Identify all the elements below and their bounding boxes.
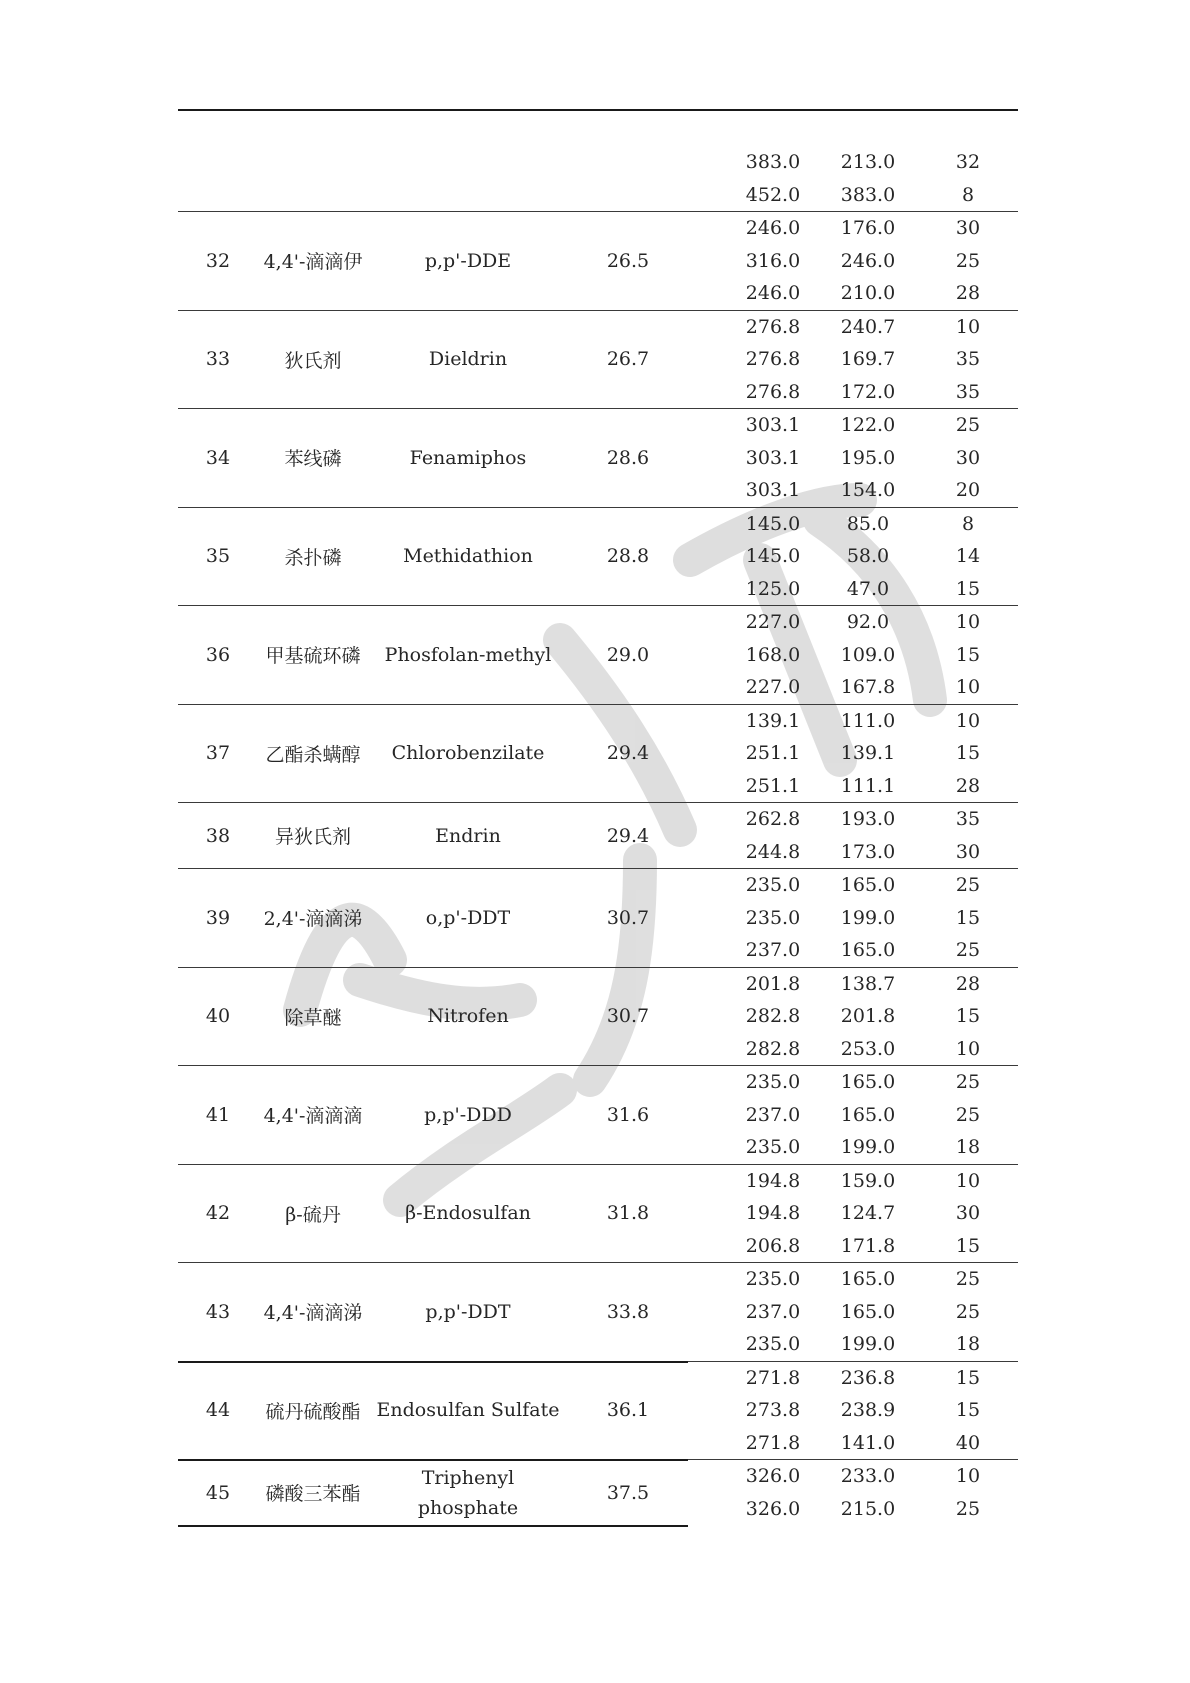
compound-number: 35 [205, 545, 231, 568]
precursor-ion: 206.8 [745, 1234, 801, 1257]
collision-energy: 25 [955, 1268, 981, 1291]
table-row-group [178, 1263, 1018, 1362]
product-ion: 169.7 [840, 348, 896, 371]
collision-energy: 10 [955, 1037, 981, 1060]
product-ion: 210.0 [840, 282, 896, 305]
ion-row [688, 311, 1018, 344]
compound-name-cn: 苯线磷 [284, 448, 342, 471]
compound-name-cn: 4,4'-滴滴涕 [263, 1302, 363, 1325]
precursor-ion: 303.1 [745, 446, 801, 469]
product-ion: 246.0 [840, 249, 896, 272]
collision-energy: 30 [955, 217, 981, 240]
ion-pairs [688, 606, 1018, 704]
product-ion: 165.0 [840, 1268, 896, 1291]
precursor-ion: 276.8 [745, 315, 801, 338]
compound-name-en-line: phosphate [417, 1496, 519, 1519]
data-table [178, 146, 1018, 1525]
ion-pairs [688, 968, 1018, 1066]
ion-pairs [688, 869, 1018, 967]
precursor-ion: 273.8 [745, 1399, 801, 1422]
precursor-ion: 145.0 [745, 512, 801, 535]
ion-row [688, 1263, 1018, 1296]
row-info [178, 1460, 688, 1525]
ion-row [688, 869, 1018, 902]
compound-name-en: Chlorobenzilate [391, 742, 545, 765]
compound-name-en: Fenamiphos [409, 446, 527, 469]
collision-energy: 30 [955, 840, 981, 863]
collision-energy: 30 [955, 1202, 981, 1225]
product-ion: 124.7 [840, 1202, 896, 1225]
ion-row [688, 1066, 1018, 1099]
ion-row [688, 1131, 1018, 1164]
product-ion: 213.0 [840, 151, 896, 174]
ion-pairs [688, 1263, 1018, 1361]
compound-name-en: β-Endosulfan [405, 1202, 531, 1225]
ion-row [688, 212, 1018, 245]
precursor-ion: 276.8 [745, 380, 801, 403]
product-ion: 173.0 [840, 840, 896, 863]
precursor-ion: 326.0 [745, 1497, 801, 1520]
compound-number: 45 [205, 1481, 231, 1504]
table-row-group [178, 1066, 1018, 1165]
ion-row [688, 968, 1018, 1001]
collision-energy: 10 [955, 676, 981, 699]
ion-row [688, 705, 1018, 738]
compound-name-en: o,p'-DDT [425, 906, 511, 929]
compound-name-cn: 磷酸三苯酯 [265, 1483, 361, 1505]
collision-energy: 28 [955, 972, 981, 995]
product-ion: 165.0 [840, 874, 896, 897]
product-ion: 165.0 [840, 1071, 896, 1094]
ion-row [688, 836, 1018, 869]
row-info [178, 968, 688, 1066]
table-row-group [178, 606, 1018, 705]
table-row-group [178, 311, 1018, 410]
ion-pairs [688, 212, 1018, 310]
collision-energy: 28 [955, 282, 981, 305]
collision-energy: 10 [955, 709, 981, 732]
precursor-ion: 227.0 [745, 676, 801, 699]
product-ion: 111.1 [840, 774, 896, 797]
collision-energy: 18 [955, 1136, 981, 1159]
collision-energy: 35 [955, 348, 981, 371]
precursor-ion: 201.8 [745, 972, 801, 995]
table-row-group [178, 1362, 1018, 1461]
precursor-ion: 235.0 [745, 1136, 801, 1159]
ion-pairs [688, 1460, 1018, 1525]
collision-energy: 14 [955, 545, 981, 568]
product-ion: 138.7 [840, 972, 896, 995]
product-ion: 176.0 [840, 217, 896, 240]
table-row-group [178, 705, 1018, 804]
precursor-ion: 237.0 [745, 1300, 801, 1323]
table-row-group [178, 1165, 1018, 1264]
retention-time: 30.7 [606, 1005, 650, 1028]
compound-number: 43 [205, 1300, 231, 1323]
precursor-ion: 145.0 [745, 545, 801, 568]
collision-energy: 20 [955, 479, 981, 502]
compound-name-cn: 狄氏剂 [284, 349, 342, 372]
row-info [178, 705, 688, 803]
compound-name-cn: 乙酯杀螨醇 [265, 743, 361, 766]
precursor-ion: 235.0 [745, 1268, 801, 1291]
precursor-ion: 452.0 [745, 183, 801, 206]
collision-energy: 25 [955, 1103, 981, 1126]
precursor-ion: 139.1 [745, 709, 801, 732]
collision-energy: 25 [955, 874, 981, 897]
collision-energy: 15 [955, 1005, 981, 1028]
precursor-ion: 303.1 [745, 479, 801, 502]
header-rule [178, 109, 1018, 111]
ion-pairs [688, 803, 1018, 868]
collision-energy: 15 [955, 742, 981, 765]
row-info [178, 606, 688, 704]
ion-row [688, 1197, 1018, 1230]
ion-row [688, 474, 1018, 507]
compound-name-cn: 4,4'-滴滴伊 [263, 251, 363, 274]
ion-row [688, 1493, 1018, 1526]
compound-number: 39 [205, 906, 231, 929]
table-rule [178, 1525, 688, 1527]
product-ion: 233.0 [840, 1465, 896, 1488]
product-ion: 253.0 [840, 1037, 896, 1060]
row-info [178, 508, 688, 606]
ion-pairs [688, 705, 1018, 803]
collision-energy: 15 [955, 1399, 981, 1422]
ion-row [688, 770, 1018, 803]
ion-row [688, 146, 1018, 179]
precursor-ion: 235.0 [745, 906, 801, 929]
compound-name-cn: 硫丹硫酸酯 [265, 1400, 361, 1423]
compound-number: 41 [205, 1103, 231, 1126]
retention-time: 28.8 [606, 545, 650, 568]
ion-row [688, 1296, 1018, 1329]
compound-name-cn: 异狄氏剂 [274, 826, 351, 848]
ion-row [688, 606, 1018, 639]
compound-number: 33 [205, 348, 231, 371]
ion-row [688, 934, 1018, 967]
product-ion: 159.0 [840, 1169, 896, 1192]
product-ion: 165.0 [840, 1300, 896, 1323]
precursor-ion: 227.0 [745, 611, 801, 634]
table-rule [178, 1459, 688, 1461]
ion-row [688, 573, 1018, 606]
ion-row [688, 409, 1018, 442]
table-row-group [178, 1460, 1018, 1525]
retention-time: 28.6 [606, 446, 650, 469]
compound-name-cn: 除草醚 [284, 1006, 342, 1029]
collision-energy: 8 [961, 183, 975, 206]
compound-name-en: Endrin [435, 824, 501, 847]
product-ion: 199.0 [840, 1136, 896, 1159]
retention-time: 33.8 [606, 1300, 650, 1323]
row-info [178, 1263, 688, 1361]
compound-name-en: Endosulfan Sulfate [376, 1399, 560, 1422]
compound-number: 44 [205, 1399, 231, 1422]
precursor-ion: 282.8 [745, 1005, 801, 1028]
product-ion: 199.0 [840, 906, 896, 929]
ion-row [688, 277, 1018, 310]
product-ion: 236.8 [840, 1366, 896, 1389]
product-ion: 193.0 [840, 808, 896, 831]
ion-pairs [688, 508, 1018, 606]
collision-energy: 25 [955, 249, 981, 272]
precursor-ion: 303.1 [745, 414, 801, 437]
precursor-ion: 276.8 [745, 348, 801, 371]
collision-energy: 25 [955, 939, 981, 962]
ion-row [688, 1033, 1018, 1066]
compound-name-en-line: Triphenyl [421, 1466, 515, 1489]
product-ion: 172.0 [840, 380, 896, 403]
precursor-ion: 235.0 [745, 1071, 801, 1094]
compound-number: 32 [205, 249, 231, 272]
row-info [178, 803, 688, 868]
ion-row [688, 1362, 1018, 1395]
ion-row [688, 1099, 1018, 1132]
ion-row [688, 1460, 1018, 1493]
row-info [178, 311, 688, 409]
ion-pairs [688, 409, 1018, 507]
collision-energy: 15 [955, 643, 981, 666]
ion-row [688, 803, 1018, 836]
row-info [178, 1066, 688, 1164]
table-row-group [178, 146, 1018, 212]
ion-row [688, 1000, 1018, 1033]
compound-name-en: p,p'-DDE [424, 249, 512, 272]
table-rule [178, 1361, 688, 1363]
row-info [178, 146, 688, 211]
ion-row [688, 1165, 1018, 1198]
precursor-ion: 251.1 [745, 774, 801, 797]
collision-energy: 8 [961, 512, 975, 535]
collision-energy: 35 [955, 380, 981, 403]
ion-row [688, 737, 1018, 770]
compound-name-en: p,p'-DDT [425, 1300, 511, 1323]
precursor-ion: 251.1 [745, 742, 801, 765]
compound-name-cn: 2,4'-滴滴涕 [263, 908, 363, 931]
ion-row [688, 179, 1018, 212]
ion-row [688, 1328, 1018, 1361]
product-ion: 215.0 [840, 1497, 896, 1520]
retention-time: 29.4 [606, 742, 650, 765]
product-ion: 201.8 [840, 1005, 896, 1028]
collision-energy: 15 [955, 577, 981, 600]
product-ion: 195.0 [840, 446, 896, 469]
compound-number: 36 [205, 643, 231, 666]
precursor-ion: 246.0 [745, 282, 801, 305]
retention-time: 26.5 [606, 249, 650, 272]
compound-name-cn: β-硫丹 [285, 1203, 341, 1226]
ion-pairs [688, 1362, 1018, 1460]
collision-energy: 10 [955, 315, 981, 338]
product-ion: 47.0 [846, 577, 890, 600]
table-row-group [178, 869, 1018, 968]
row-info [178, 1165, 688, 1263]
collision-energy: 35 [955, 808, 981, 831]
product-ion: 58.0 [846, 545, 890, 568]
collision-energy: 10 [955, 1465, 981, 1488]
row-info [178, 409, 688, 507]
collision-energy: 15 [955, 1234, 981, 1257]
ion-row [688, 442, 1018, 475]
product-ion: 240.7 [840, 315, 896, 338]
product-ion: 122.0 [840, 414, 896, 437]
precursor-ion: 237.0 [745, 939, 801, 962]
retention-time: 37.5 [606, 1481, 650, 1504]
compound-name-cn: 甲基硫环磷 [265, 645, 361, 668]
collision-energy: 25 [955, 1300, 981, 1323]
ion-row [688, 1230, 1018, 1263]
compound-number: 40 [205, 1005, 231, 1028]
compound-name-cn: 杀扑磷 [284, 546, 342, 569]
retention-time: 29.4 [606, 824, 650, 847]
compound-name-en: Dieldrin [428, 348, 508, 371]
product-ion: 171.8 [840, 1234, 896, 1257]
collision-energy: 10 [955, 611, 981, 634]
collision-energy: 32 [955, 151, 981, 174]
collision-energy: 25 [955, 1497, 981, 1520]
collision-energy: 18 [955, 1333, 981, 1356]
product-ion: 92.0 [846, 611, 890, 634]
retention-time: 31.8 [606, 1202, 650, 1225]
precursor-ion: 271.8 [745, 1431, 801, 1454]
ion-pairs [688, 311, 1018, 409]
precursor-ion: 326.0 [745, 1465, 801, 1488]
retention-time: 31.6 [606, 1103, 650, 1126]
precursor-ion: 244.8 [745, 840, 801, 863]
ion-row [688, 902, 1018, 935]
ion-row [688, 671, 1018, 704]
product-ion: 199.0 [840, 1333, 896, 1356]
ion-row [688, 639, 1018, 672]
ion-row [688, 245, 1018, 278]
compound-number: 34 [205, 446, 231, 469]
precursor-ion: 125.0 [745, 577, 801, 600]
collision-energy: 28 [955, 774, 981, 797]
precursor-ion: 237.0 [745, 1103, 801, 1126]
compound-name-cn: 4,4'-滴滴滴 [263, 1105, 363, 1128]
precursor-ion: 316.0 [745, 249, 801, 272]
ion-row [688, 540, 1018, 573]
retention-time: 29.0 [606, 643, 650, 666]
ion-pairs [688, 1066, 1018, 1164]
collision-energy: 30 [955, 446, 981, 469]
product-ion: 139.1 [840, 742, 896, 765]
product-ion: 85.0 [846, 512, 890, 535]
precursor-ion: 262.8 [745, 808, 801, 831]
table-row-group [178, 409, 1018, 508]
retention-time: 36.1 [606, 1399, 650, 1422]
compound-name-en: p,p'-DDD [424, 1103, 512, 1126]
row-info [178, 212, 688, 310]
precursor-ion: 235.0 [745, 1333, 801, 1356]
compound-name-en [368, 1463, 568, 1523]
compound-number: 37 [205, 742, 231, 765]
ion-row [688, 376, 1018, 409]
collision-energy: 40 [955, 1431, 981, 1454]
table-row-group [178, 968, 1018, 1067]
collision-energy: 25 [955, 414, 981, 437]
precursor-ion: 235.0 [745, 874, 801, 897]
ion-pairs [688, 146, 1018, 211]
product-ion: 109.0 [840, 643, 896, 666]
product-ion: 165.0 [840, 1103, 896, 1126]
ion-row [688, 1427, 1018, 1460]
row-info [178, 1362, 688, 1460]
collision-energy: 10 [955, 1169, 981, 1192]
precursor-ion: 271.8 [745, 1366, 801, 1389]
collision-energy: 25 [955, 1071, 981, 1094]
product-ion: 238.9 [840, 1399, 896, 1422]
ion-pairs [688, 1165, 1018, 1263]
collision-energy: 15 [955, 906, 981, 929]
ion-row [688, 1394, 1018, 1427]
precursor-ion: 194.8 [745, 1202, 801, 1225]
collision-energy: 15 [955, 1366, 981, 1389]
compound-name-en: Nitrofen [427, 1005, 509, 1028]
precursor-ion: 168.0 [745, 643, 801, 666]
retention-time: 30.7 [606, 906, 650, 929]
compound-name-en: Methidathion [403, 545, 533, 568]
table-row-group [178, 508, 1018, 607]
precursor-ion: 282.8 [745, 1037, 801, 1060]
compound-number: 38 [205, 824, 231, 847]
product-ion: 111.0 [840, 709, 896, 732]
row-info [178, 869, 688, 967]
compound-name-en: Phosfolan-methyl [384, 643, 552, 666]
ion-row [688, 508, 1018, 541]
table-row-group [178, 212, 1018, 311]
table-row-group [178, 803, 1018, 869]
product-ion: 383.0 [840, 183, 896, 206]
product-ion: 141.0 [840, 1431, 896, 1454]
ion-row [688, 343, 1018, 376]
precursor-ion: 383.0 [745, 151, 801, 174]
precursor-ion: 246.0 [745, 217, 801, 240]
product-ion: 167.8 [840, 676, 896, 699]
compound-number: 42 [205, 1202, 231, 1225]
product-ion: 165.0 [840, 939, 896, 962]
retention-time: 26.7 [606, 348, 650, 371]
precursor-ion: 194.8 [745, 1169, 801, 1192]
product-ion: 154.0 [840, 479, 896, 502]
